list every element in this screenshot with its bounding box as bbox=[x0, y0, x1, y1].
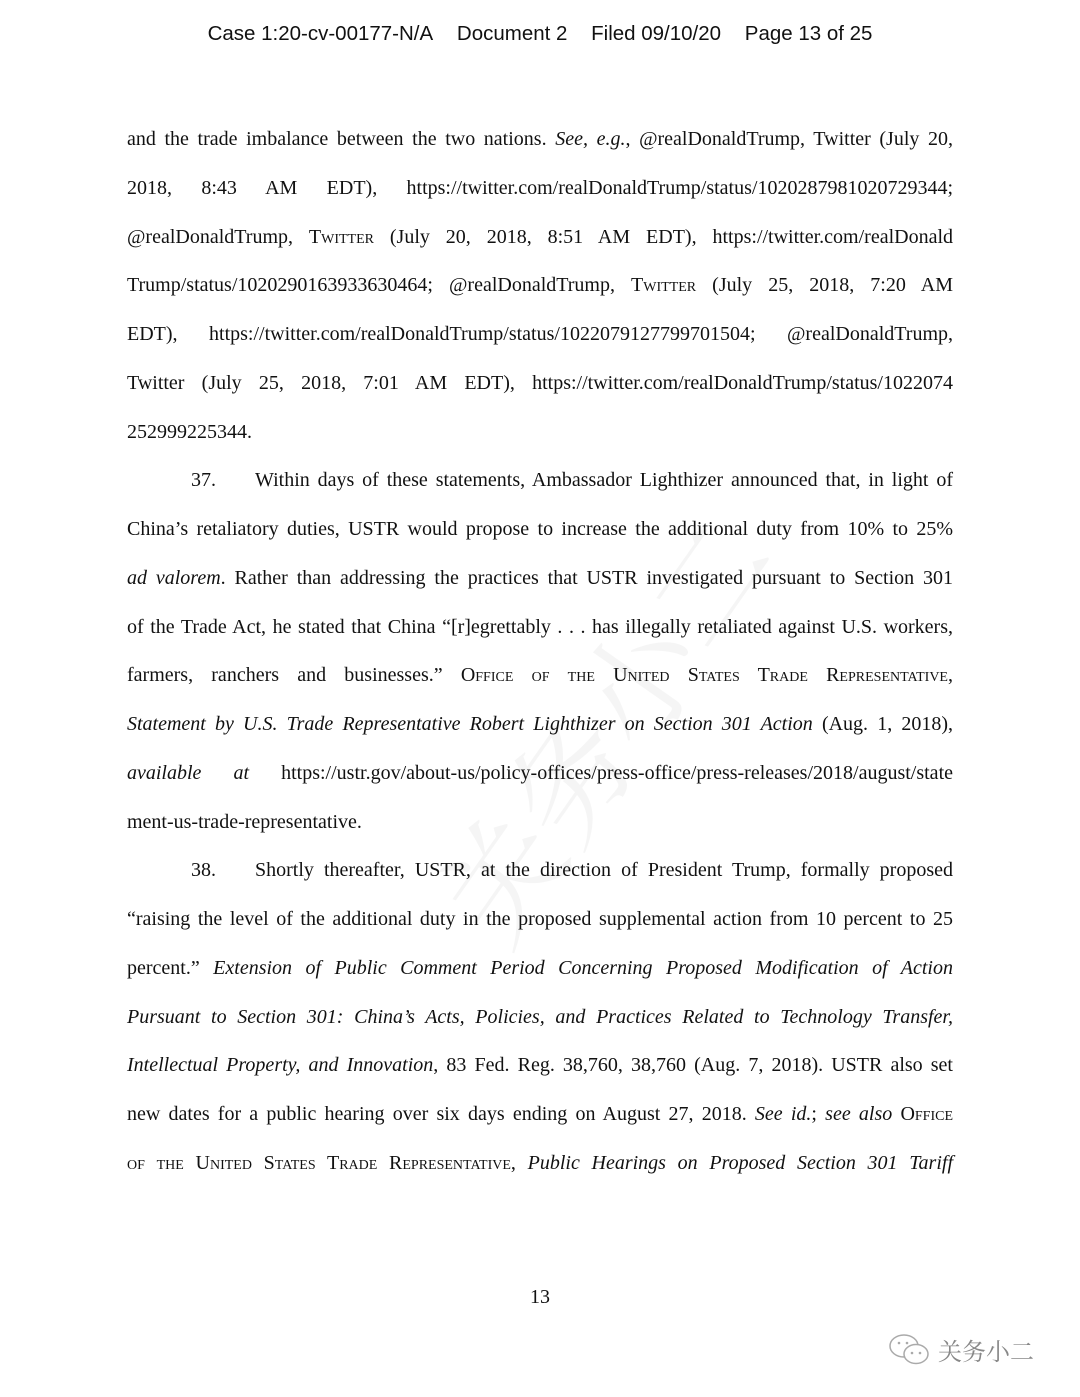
text-run: and the trade imbalance between the two nations. bbox=[127, 128, 556, 150]
italic-text: Pursuant to Section 301: China’s Acts, Policies, and Practices Related to Technology Transfer, bbox=[127, 1005, 953, 1028]
italic-text: Extension of Public Comment Period Concerning Proposed Modification of Action bbox=[213, 956, 953, 979]
text-line bbox=[127, 807, 953, 856]
paragraph-number: 38. bbox=[191, 859, 216, 882]
text-run: , bbox=[510, 1151, 528, 1174]
text-run: percent.” bbox=[127, 956, 214, 979]
document-number: Document 2 bbox=[456, 22, 568, 45]
brand-name: 关务小二 bbox=[938, 1338, 1034, 1366]
text-run: 2018, 8:43 AM EDT), https://twitter.com/realDonaldTrump/status/1020287981020729344; bbox=[127, 176, 953, 199]
text-run: ment-us-trade-representative. bbox=[127, 810, 362, 833]
italic-text: available at bbox=[127, 761, 250, 784]
page-number: 13 bbox=[530, 1286, 550, 1308]
filed-date: Filed 09/10/20 bbox=[591, 22, 722, 45]
text-run: 252999225344. bbox=[127, 420, 252, 443]
text-run: EDT), https://twitter.com/realDonaldTrump/status/1022079127799701504; @realDonaldTrump, bbox=[127, 323, 953, 345]
text-run: ; bbox=[811, 1103, 826, 1125]
text-run: of the Trade Act, he stated that China “[r]egrettably . . . has illegally retaliated against U.S. workers, bbox=[127, 615, 953, 638]
text-line bbox=[127, 1148, 953, 1197]
document-body bbox=[127, 124, 953, 1197]
text-run: (July 25, 2018, 7:20 AM bbox=[696, 274, 953, 297]
text-run: Shortly thereafter, USTR, at the direction of President Trump, formally proposed bbox=[255, 859, 953, 882]
text-line bbox=[127, 563, 953, 612]
text-line bbox=[127, 222, 953, 271]
text-line bbox=[127, 1099, 953, 1148]
italic-text: Intellectual Property, and Innovation bbox=[127, 1054, 434, 1077]
text-run: China’s retaliatory duties, USTR would propose to increase the additional duty from 10% to 25% bbox=[127, 518, 953, 540]
case-header bbox=[0, 22, 1080, 46]
brand-logo bbox=[888, 1332, 1034, 1367]
text-line bbox=[127, 319, 953, 368]
text-line bbox=[127, 417, 953, 466]
small-caps-text: Twitter bbox=[631, 274, 697, 297]
small-caps-text: Office bbox=[900, 1103, 954, 1125]
text-run: new dates for a public hearing over six days ending on August 27, 2018. bbox=[127, 1103, 755, 1125]
text-line bbox=[127, 270, 953, 319]
text-line bbox=[127, 1002, 953, 1051]
small-caps-text: of the United States Trade Representative bbox=[127, 1151, 511, 1174]
italic-text: ad valorem bbox=[127, 566, 221, 589]
wechat-icon bbox=[888, 1333, 932, 1367]
text-line bbox=[127, 514, 953, 563]
italic-text: see also bbox=[825, 1103, 893, 1125]
text-line bbox=[127, 709, 953, 758]
text-run: , bbox=[947, 664, 953, 687]
text-line bbox=[127, 173, 953, 222]
text-line bbox=[127, 855, 953, 904]
text-run: , 83 Fed. Reg. 38,760, 38,760 (Aug. 7, 2018). USTR also set bbox=[433, 1054, 953, 1077]
text-run: farmers, ranchers and businesses.” bbox=[127, 664, 461, 687]
small-caps-text: Office of the United States Trade Representative bbox=[460, 664, 948, 687]
text-line bbox=[127, 1050, 953, 1099]
italic-text: Public Hearings on Proposed Section 301 Tariff bbox=[527, 1151, 953, 1174]
text-line bbox=[127, 612, 953, 661]
italic-text: Statement by U.S. Trade Representative Robert Lighthizer on Section 301 Action bbox=[127, 713, 813, 735]
text-run: “raising the level of the additional duty in the proposed supplemental action from 10 percent to 25 bbox=[127, 908, 953, 930]
text-line bbox=[127, 758, 953, 807]
case-number: Case 1:20-cv-00177-N/A bbox=[207, 22, 434, 45]
text-run: Trump/status/1020290163933630464; @realDonaldTrump, bbox=[127, 274, 632, 297]
italic-text: See, e.g. bbox=[555, 128, 626, 150]
text-run: @realDonaldTrump, bbox=[127, 225, 309, 248]
paragraph-number: 37. bbox=[191, 469, 216, 492]
text-run: https://ustr.gov/about-us/policy-offices/press-office/press-releases/2018/august/state bbox=[249, 761, 953, 784]
page-indicator: Page 13 of 25 bbox=[744, 22, 873, 45]
text-line bbox=[127, 124, 953, 173]
text-run: Within days of these statements, Ambassador Lighthizer announced that, in light of bbox=[255, 469, 953, 492]
text-run: Twitter (July 25, 2018, 7:01 AM EDT), https://twitter.com/realDonaldTrump/status/1022074 bbox=[127, 371, 953, 394]
text-run: , @realDonaldTrump, Twitter (July 20, bbox=[625, 128, 954, 150]
text-line bbox=[127, 953, 953, 1002]
text-line bbox=[127, 660, 953, 709]
italic-text: See id. bbox=[754, 1103, 812, 1125]
text-run: (Aug. 1, 2018), bbox=[812, 713, 953, 735]
text-line bbox=[127, 465, 953, 514]
text-run: . Rather than addressing the practices that USTR investigated pursuant to Section 301 bbox=[220, 566, 953, 589]
small-caps-text: Twitter bbox=[308, 225, 374, 248]
text-line bbox=[127, 368, 953, 417]
text-line bbox=[127, 904, 953, 953]
text-run: (July 20, 2018, 8:51 AM EDT), https://twitter.com/realDonald bbox=[374, 225, 953, 248]
